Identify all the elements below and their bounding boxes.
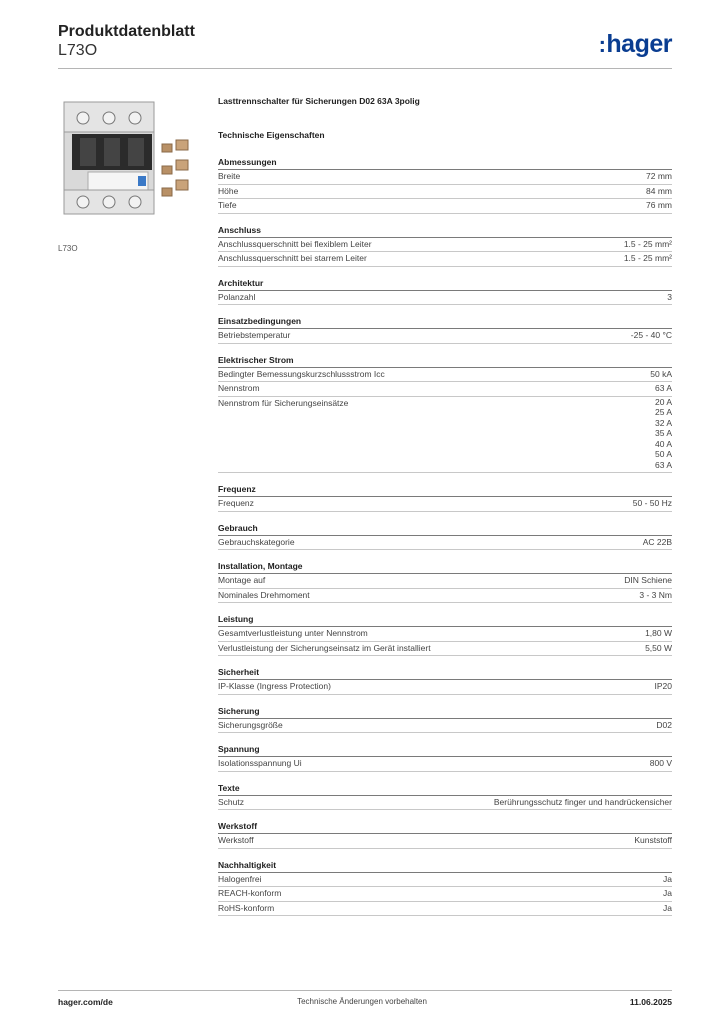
spec-label: Halogenfrei bbox=[218, 873, 262, 884]
spec-label: Polanzahl bbox=[218, 291, 256, 302]
spec-section bbox=[218, 860, 672, 917]
spec-section bbox=[218, 614, 672, 656]
spec-value: 1.5 - 25 mm² bbox=[623, 238, 672, 249]
spec-label: Nominales Drehmoment bbox=[218, 589, 310, 600]
spec-section bbox=[218, 316, 672, 344]
spec-row bbox=[218, 397, 672, 474]
section-title: Abmessungen bbox=[218, 157, 672, 170]
spec-label: Isolationsspannung Ui bbox=[218, 758, 302, 768]
spec-value-item: 50 A bbox=[654, 449, 672, 459]
footer-website[interactable]: hager.com/de bbox=[58, 997, 113, 1007]
spec-section bbox=[218, 561, 672, 603]
spec-section bbox=[218, 355, 672, 474]
spec-section bbox=[218, 821, 672, 849]
spec-row bbox=[218, 382, 672, 397]
spec-label: Gesamtverlustleistung unter Nennstrom bbox=[218, 628, 368, 638]
spec-value-item: 63 A bbox=[654, 459, 672, 470]
spec-value: 50 kA bbox=[650, 368, 672, 379]
spec-value: 5,50 W bbox=[645, 642, 672, 653]
section-title: Sicherung bbox=[218, 706, 672, 719]
spec-value-item: 40 A bbox=[654, 438, 672, 449]
spec-value: 1.5 - 25 mm² bbox=[623, 253, 672, 263]
section-title: Architektur bbox=[218, 278, 672, 291]
page-title: Produktdatenblatt bbox=[58, 23, 195, 40]
section-title: Texte bbox=[218, 783, 672, 796]
spec-section bbox=[218, 157, 672, 214]
spec-row bbox=[218, 719, 672, 734]
spec-row bbox=[218, 902, 672, 917]
spec-row bbox=[218, 642, 672, 657]
spec-value: Ja bbox=[663, 873, 672, 884]
image-caption: L73O bbox=[58, 244, 78, 253]
section-title: Installation, Montage bbox=[218, 561, 672, 574]
document-header bbox=[58, 22, 195, 60]
spec-label: REACH-konform bbox=[218, 888, 282, 898]
spec-row bbox=[218, 887, 672, 902]
spec-value: Ja bbox=[663, 902, 672, 913]
product-image bbox=[58, 94, 198, 238]
technical-properties-title: Technische Eigenschaften bbox=[218, 130, 325, 140]
spec-label: Gebrauchskategorie bbox=[218, 536, 295, 547]
spec-value: AC 22B bbox=[642, 536, 672, 547]
spec-value: 3 - 3 Nm bbox=[639, 589, 672, 600]
spec-row bbox=[218, 796, 672, 811]
spec-row bbox=[218, 185, 672, 200]
spec-value-item: 35 A bbox=[654, 428, 672, 438]
spec-label: Montage auf bbox=[218, 575, 266, 585]
spec-label: Höhe bbox=[218, 185, 239, 196]
spec-section bbox=[218, 225, 672, 267]
spec-label: Tiefe bbox=[218, 200, 237, 210]
spec-row bbox=[218, 291, 672, 306]
spec-row bbox=[218, 589, 672, 604]
spec-section bbox=[218, 783, 672, 811]
spec-row bbox=[218, 536, 672, 551]
spec-row bbox=[218, 329, 672, 344]
spec-label: RoHS-konform bbox=[218, 902, 275, 913]
spec-label: Breite bbox=[218, 171, 241, 181]
spec-label: Nennstrom bbox=[218, 383, 260, 393]
product-description: Lasttrennschalter für Sicherungen D02 63A 3polig bbox=[218, 96, 420, 106]
section-title: Spannung bbox=[218, 744, 672, 757]
spec-value: -25 - 40 °C bbox=[630, 330, 672, 340]
spec-row bbox=[218, 199, 672, 214]
spec-label: Anschlussquerschnitt bei flexiblem Leiter bbox=[218, 238, 372, 249]
specification-sections bbox=[218, 157, 672, 916]
spec-label: Sicherungsgröße bbox=[218, 719, 283, 730]
footer-date: 11.06.2025 bbox=[629, 997, 672, 1007]
spec-value: 1,80 W bbox=[645, 628, 672, 638]
spec-value-item: 20 A bbox=[654, 396, 672, 407]
spec-section bbox=[218, 484, 672, 512]
spec-label: Verlustleistung der Sicherungseinsatz im Gerät installiert bbox=[218, 642, 431, 653]
spec-label: Bedingter Bemessungskurzschlussstrom Icc bbox=[218, 368, 385, 379]
spec-label: Nennstrom für Sicherungseinsätze bbox=[218, 397, 349, 408]
section-title: Gebrauch bbox=[218, 523, 672, 536]
footer-disclaimer: Technische Änderungen vorbehalten bbox=[297, 997, 427, 1006]
spec-row bbox=[218, 627, 672, 642]
spec-value: 76 mm bbox=[646, 200, 672, 210]
spec-value: IP20 bbox=[654, 681, 672, 691]
spec-label: Schutz bbox=[218, 796, 244, 807]
footer-divider bbox=[58, 990, 672, 991]
section-title: Werkstoff bbox=[218, 821, 672, 834]
spec-row bbox=[218, 497, 672, 512]
spec-section bbox=[218, 278, 672, 306]
spec-value: 50 - 50 Hz bbox=[632, 498, 672, 508]
spec-value: DIN Schiene bbox=[624, 575, 672, 585]
spec-value: Ja bbox=[663, 888, 672, 898]
switch-disconnector-illustration bbox=[58, 94, 198, 238]
spec-value: 72 mm bbox=[646, 171, 672, 181]
spec-value bbox=[655, 397, 672, 471]
spec-label: Anschlussquerschnitt bei starrem Leiter bbox=[218, 253, 367, 263]
section-title: Frequenz bbox=[218, 484, 672, 497]
spec-value: 800 V bbox=[649, 758, 672, 768]
header-divider bbox=[58, 68, 672, 69]
spec-value-item: 32 A bbox=[654, 417, 672, 428]
section-title: Leistung bbox=[218, 614, 672, 627]
spec-value: Kunststoff bbox=[634, 835, 672, 845]
spec-value: Berührungsschutz finger und handrückensicher bbox=[493, 796, 672, 807]
section-title: Elektrischer Strom bbox=[218, 355, 672, 368]
spec-row bbox=[218, 238, 672, 253]
product-code: L73O bbox=[58, 42, 98, 59]
spec-row bbox=[218, 252, 672, 267]
logo-text: hager bbox=[606, 30, 672, 58]
spec-value: 84 mm bbox=[646, 185, 672, 196]
logo-prefix: : bbox=[598, 32, 606, 57]
section-title: Einsatzbedingungen bbox=[218, 316, 672, 329]
spec-value: 63 A bbox=[654, 383, 672, 393]
spec-row bbox=[218, 574, 672, 589]
spec-label: Betriebstemperatur bbox=[218, 330, 291, 340]
spec-section bbox=[218, 744, 672, 772]
spec-value: 3 bbox=[667, 291, 672, 302]
specification-content bbox=[218, 96, 672, 927]
spec-row bbox=[218, 680, 672, 695]
spec-label: Werkstoff bbox=[218, 835, 254, 845]
spec-section bbox=[218, 523, 672, 551]
spec-row bbox=[218, 170, 672, 185]
spec-row bbox=[218, 873, 672, 888]
spec-row bbox=[218, 757, 672, 772]
spec-value-item: 25 A bbox=[654, 407, 672, 417]
spec-value: D02 bbox=[656, 719, 672, 730]
hager-logo bbox=[599, 30, 672, 59]
section-title: Sicherheit bbox=[218, 667, 672, 680]
spec-label: IP-Klasse (Ingress Protection) bbox=[218, 681, 331, 691]
section-title: Nachhaltigkeit bbox=[218, 860, 672, 873]
spec-section bbox=[218, 667, 672, 695]
spec-label: Frequenz bbox=[218, 498, 254, 508]
section-title: Anschluss bbox=[218, 225, 672, 238]
spec-row bbox=[218, 368, 672, 383]
spec-row bbox=[218, 834, 672, 849]
spec-section bbox=[218, 706, 672, 734]
